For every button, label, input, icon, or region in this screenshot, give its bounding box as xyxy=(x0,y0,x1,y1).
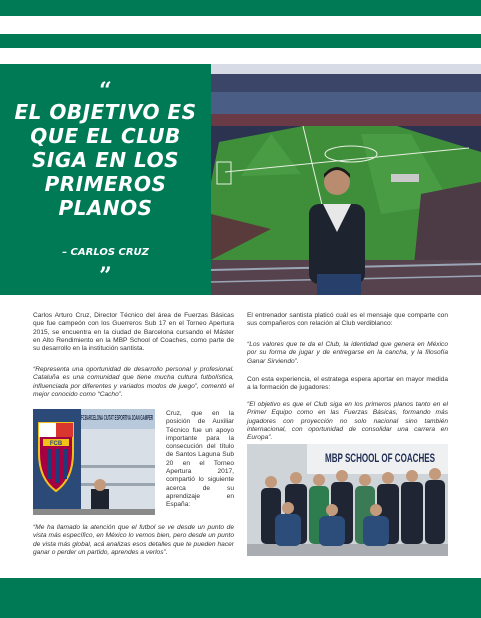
fcb-building-illustration xyxy=(33,409,155,515)
header-stripe-top xyxy=(0,0,481,16)
article-paragraph-intro: Carlos Arturo Cruz, Director Técnico del área de Fuerzas Básicas que fue campeón con los Guerreros Sub 17 en el Torneo Apertura 2015, se encuentra en la ciudad de Barcelona cursando el Máster en Alto Rendimiento en la MBP School of Coaches, como parte de su desarrollo en la institución santista. xyxy=(33,312,234,353)
article-quote-values: “Los valores que te da el Club, la identidad que genera en México por su forma de jugar y de entregarse en la cancha, y la filosofía Ganar Sirviendo”. xyxy=(247,341,448,365)
fcb-crest-text: FCB xyxy=(49,441,63,447)
fcb-sign-text: FCBARCELONA CIUTAT ESPORTIVA JOAN GAMPER xyxy=(81,415,153,422)
pull-quote-attribution: – CARLOS CRUZ xyxy=(62,247,149,258)
footer-stripe xyxy=(0,578,481,618)
article-paragraph-fcb-caption: Cruz, que en la posición de Auxiliar Técnico fue un apoyo importante para la consecución del título de Santos Laguna Sub 20 en el Torneo Apertura 2017, compartió lo siguiente acerca de su aprendizaje en España: xyxy=(166,410,234,509)
pull-quote-headline: EL OBJETIVO ES QUE EL CLUB SIGA EN LOS PRIMEROS PLANOS xyxy=(14,100,197,220)
pull-quote-panel xyxy=(0,64,211,295)
header-stripe-second xyxy=(0,34,481,48)
mbp-sign-text: MBP SCHOOL OF COACHES xyxy=(325,451,435,465)
stadium-photo xyxy=(211,64,481,295)
team-group-illustration xyxy=(247,444,448,556)
article-paragraph-contribution: Con esta experiencia, el estratega espera aportar en mayor medida a la formación de jugadores: xyxy=(247,376,448,392)
article-paragraph-message: El entrenador santista platicó cuál es el mensaje que comparte con sus compañeros con relación al Club verdiblanco: xyxy=(247,312,448,328)
closing-quote-mark: ” xyxy=(99,263,112,289)
team-group-photo xyxy=(247,444,448,556)
fcb-building-photo xyxy=(33,409,155,515)
article-quote-objective: “El objetivo es que el Club siga en los primeros planos tanto en el Primer Equipo como en las Fuerzas Básicas, formando más jugadores con proyección no solo nacional sino también internacional, con oportunidad de consolidar una carrera en Europa”. xyxy=(247,401,448,442)
stadium-illustration xyxy=(211,64,481,295)
article-quote-learning: “Me ha llamado la atención que el futbol se ve desde un punto de vista más específico, en México lo vemos bien, pero desde un punto de vista más global, acá analizas esos detalles que te pueden hacer ganar o perder un partido, aprendes a verlos”. xyxy=(33,524,234,556)
article-quote-experience: “Representa una oportunidad de desarrollo personal y profesional. Cataluña es una comunidad que tiene mucha cultura futbolística, influenciada por diferentes y variados modos de juego”, comentó el mejor conocido como “Cacho”. xyxy=(33,366,234,398)
opening-quote-mark: “ xyxy=(99,78,112,104)
